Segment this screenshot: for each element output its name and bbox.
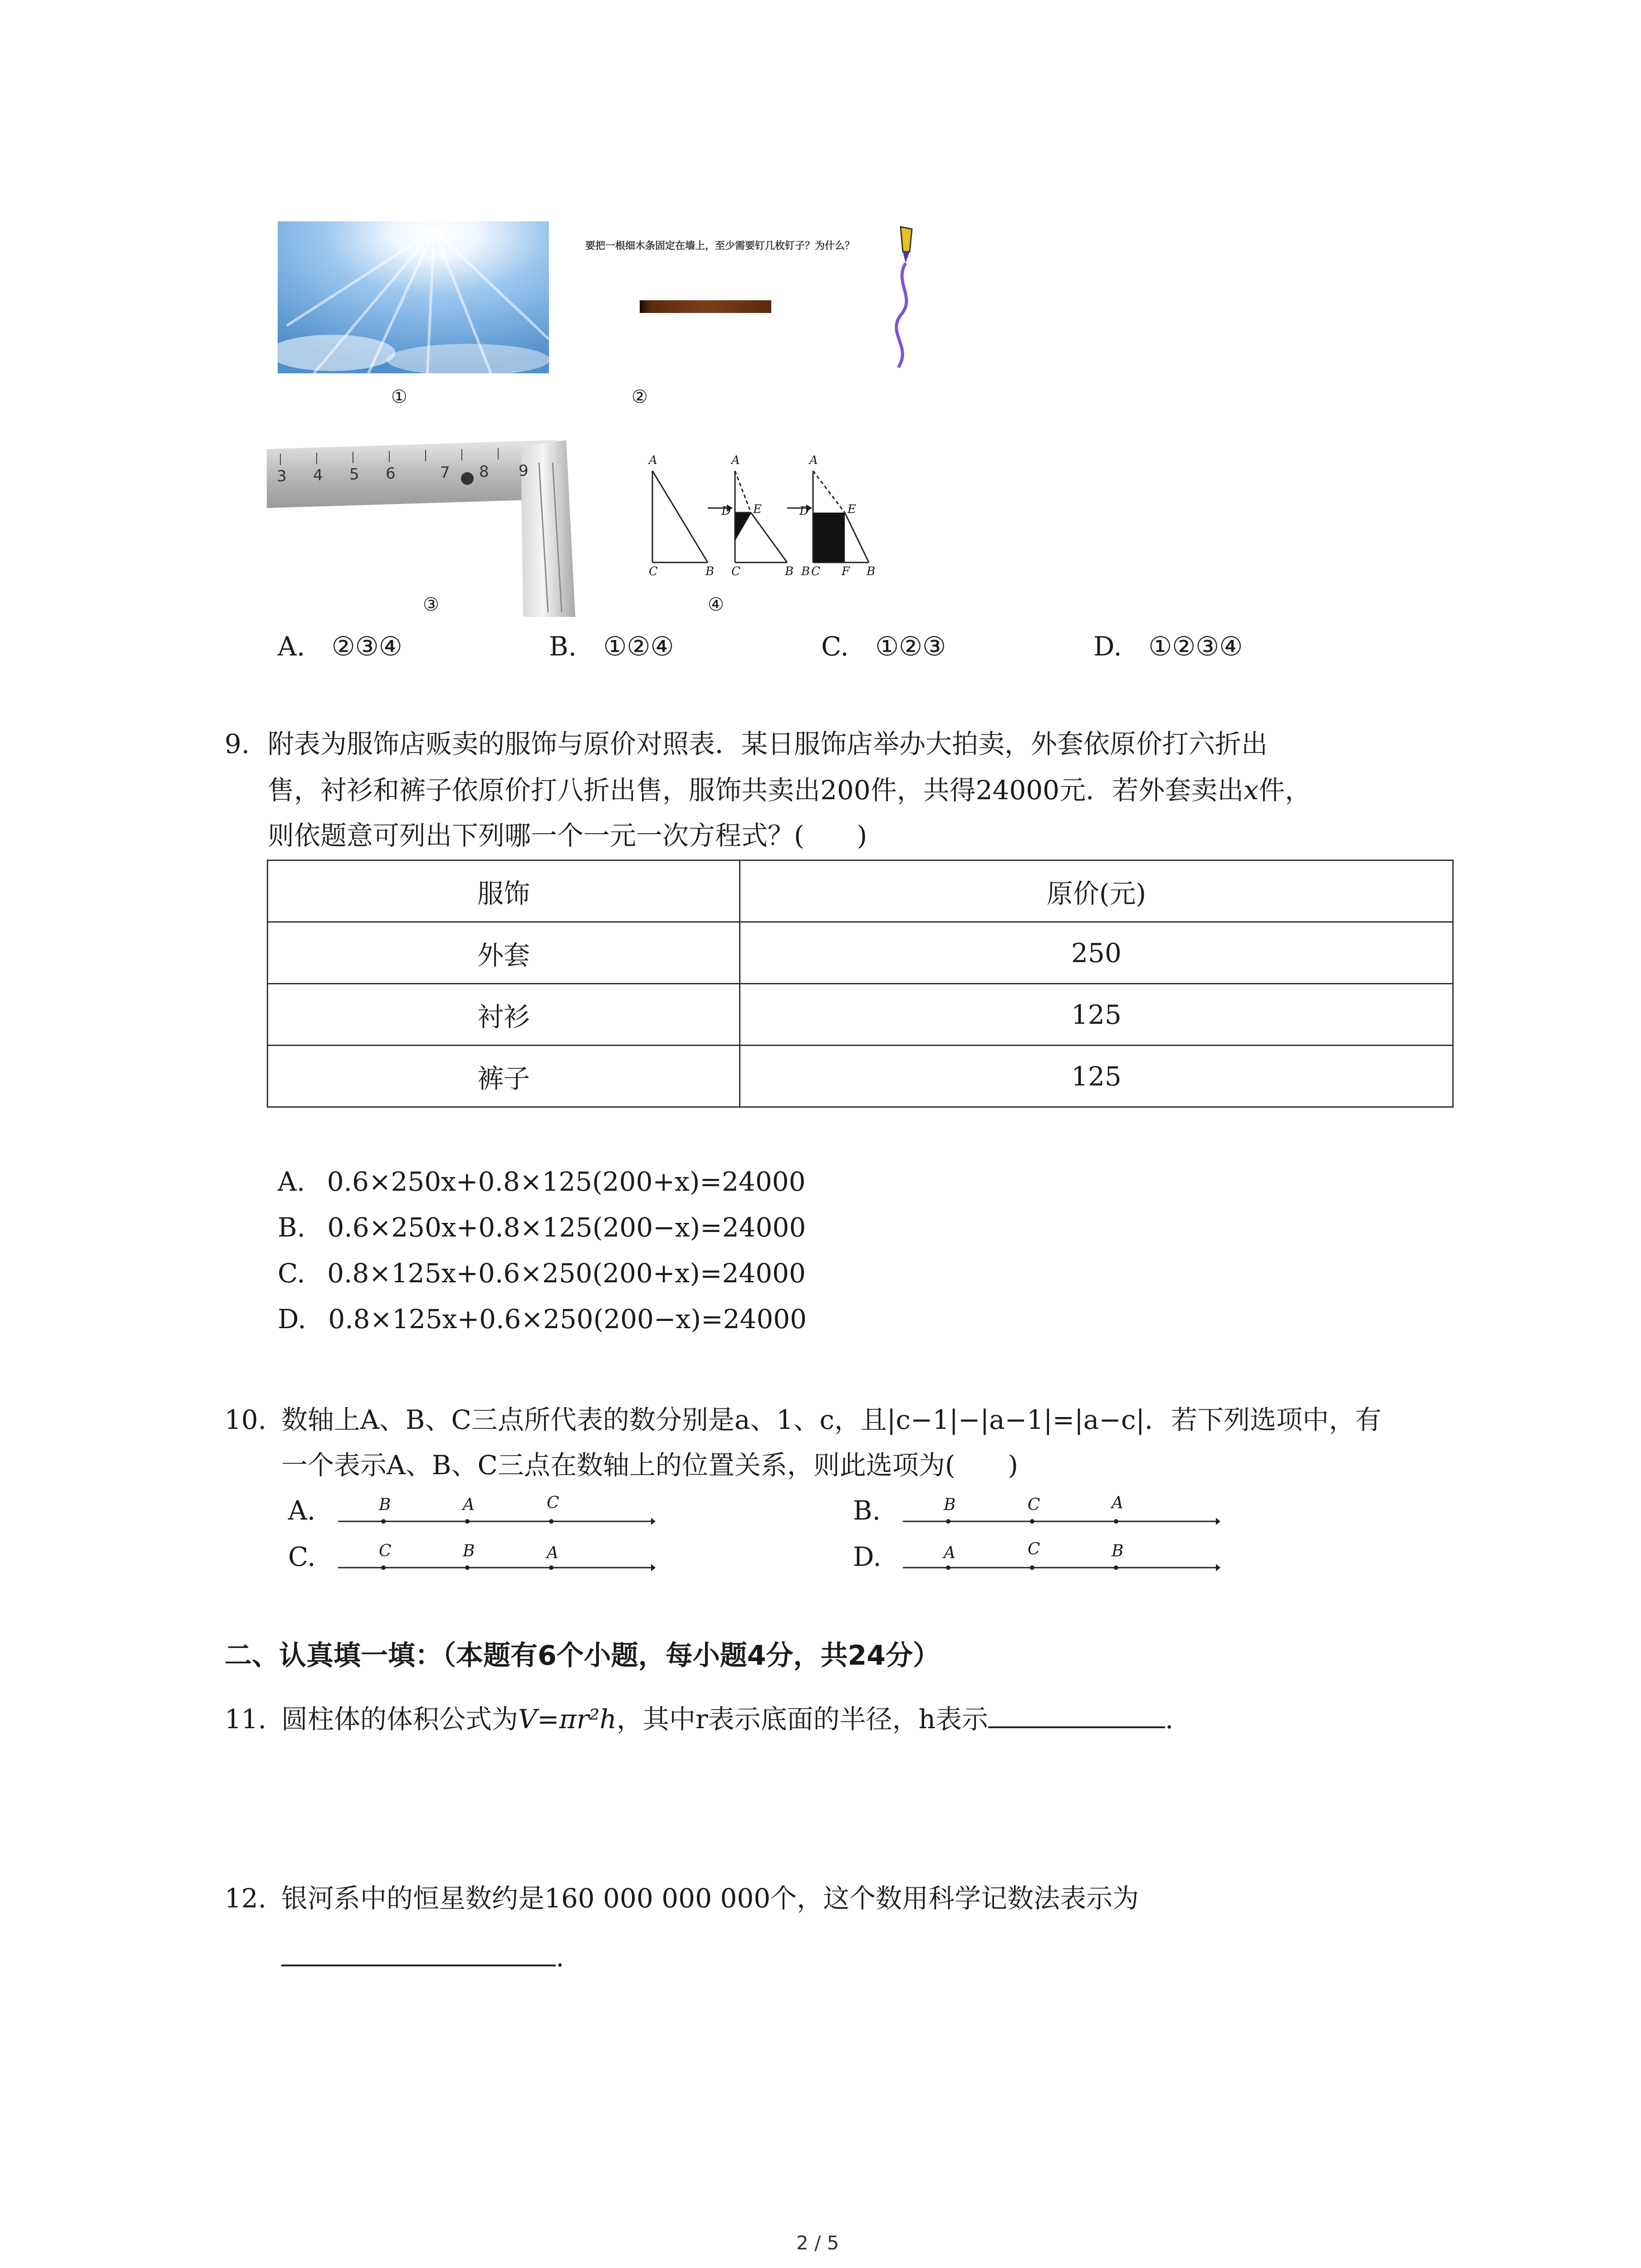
q12-number: 12. (225, 1883, 267, 1914)
q9-line-2 (268, 767, 1311, 813)
option-text: ①②③ (875, 631, 946, 662)
q10-option-a[interactable] (288, 1488, 660, 1533)
table-cell: 250 (740, 922, 1453, 984)
q10-option-d[interactable] (853, 1534, 1225, 1579)
point-label: B (1112, 1542, 1124, 1560)
q12-answer-blank[interactable] (281, 1937, 556, 1966)
q11-text (281, 1696, 1173, 1742)
q9-variable: x (1244, 775, 1259, 806)
option-label: A. (278, 631, 305, 662)
point-C-1: C (649, 565, 658, 578)
q10-number: 10. (225, 1404, 267, 1435)
point-label: C (379, 1542, 392, 1560)
price-table (267, 860, 1454, 1108)
table-cell: 裤子 (268, 1046, 740, 1107)
q10-line-2: 一个表示A、B、C三点在数轴上的位置关系，则此选项为( ) (281, 1450, 1019, 1481)
point-label: A (1112, 1494, 1123, 1512)
point-D-2: D (721, 504, 731, 518)
option-label: C. (821, 631, 849, 662)
option-label: C. (278, 1258, 305, 1289)
q11-answer-blank[interactable] (988, 1699, 1165, 1728)
q9-line-1: 附表为服饰店贩卖的服饰与原价对照表．某日服饰店举办大拍卖，外套依原价打六折出 (268, 728, 1268, 759)
q8-option-d[interactable] (1093, 624, 1243, 669)
table-row (268, 984, 1453, 1046)
point-A-2: A (731, 454, 740, 467)
table-header: 服饰 (268, 860, 740, 922)
table-row (268, 922, 1453, 984)
point-B-2: B (785, 565, 794, 578)
point-A-1: A (649, 454, 657, 467)
option-label: D. (853, 1541, 882, 1572)
q9-option-a[interactable] (278, 1159, 806, 1204)
page-number: 2 / 5 (796, 2232, 839, 2254)
point-label: B (463, 1542, 475, 1560)
q10-line-1: 数轴上A、B、C三点所代表的数分别是a、1、c，且|c−1|−|a−1|=|a−c|．若下列选项中，有 (281, 1404, 1382, 1435)
ruler-number-6: 6 (386, 464, 396, 483)
ruler-number-8: 8 (479, 463, 489, 481)
option-text: 0.6×250x+0.8×125(200+x)=24000 (327, 1166, 806, 1197)
table-header-row (268, 860, 1453, 922)
q11-formula: V=πr²h (518, 1704, 617, 1735)
point-label: A (944, 1544, 955, 1562)
point-E-3: E (847, 503, 856, 516)
point-D-3: D (799, 504, 809, 518)
point-label: B (379, 1496, 391, 1514)
q9-option-c[interactable] (278, 1251, 806, 1296)
point-label: C (547, 1494, 559, 1512)
q11-number: 11. (225, 1704, 267, 1735)
image-caption-1: ① (391, 386, 407, 407)
point-label: A (547, 1544, 558, 1562)
option-text: 0.8×125x+0.6×250(200−x)=24000 (328, 1304, 807, 1334)
q9-option-b[interactable] (278, 1205, 806, 1250)
option-text: ①②④ (603, 631, 674, 662)
q9-number: 9. (225, 728, 250, 759)
table-cell: 外套 (268, 922, 740, 984)
image-caption-2: ② (632, 386, 648, 407)
point-B-3b: B (867, 565, 876, 578)
table-cell: 衬衫 (268, 984, 740, 1046)
q9-line-2b: 件， (1258, 775, 1311, 806)
option-label: B. (549, 631, 577, 662)
point-label: B (944, 1496, 956, 1514)
q12-end: . (556, 1942, 564, 1973)
q11-end: . (1165, 1704, 1174, 1735)
option-text: ①②③④ (1148, 631, 1243, 662)
ruler-number-9: 9 (519, 462, 529, 480)
ruler-image (267, 435, 575, 617)
q8-option-b[interactable] (549, 624, 674, 669)
q10-option-b[interactable] (853, 1488, 1225, 1533)
point-C-3: C (811, 565, 820, 578)
wooden-strip (640, 300, 771, 313)
image-caption-3: ③ (423, 594, 439, 615)
ruler-number-7: 7 (440, 464, 450, 482)
table-cell: 125 (740, 1046, 1453, 1107)
q9-option-d[interactable] (278, 1296, 807, 1342)
section-heading: 二、认真填一填：（本题有6个小题，每小题4分，共24分） (225, 1640, 940, 1672)
q9-line-3: 则依题意可列出下列哪一个一元一次方程式？( ) (268, 820, 867, 851)
image-question-text: 要把一根细木条固定在墙上，至少需要钉几枚钉子？为什么？ (585, 240, 855, 252)
q10-option-c[interactable] (288, 1534, 660, 1579)
q11-text-a: 圆柱体的体积公式为 (281, 1704, 519, 1735)
table-header: 原价(元) (740, 860, 1453, 922)
ruler-number-4: 4 (313, 466, 323, 484)
ruler-number-3: 3 (277, 467, 287, 485)
point-B-1: B (705, 565, 715, 578)
q12-answer-line (281, 1935, 564, 1980)
sunlight-image (278, 221, 549, 373)
nail-strip-image (585, 225, 923, 374)
option-label: B. (278, 1212, 306, 1243)
triangle-diagram (640, 454, 894, 585)
option-label: A. (288, 1495, 316, 1526)
q12-text: 银河系中的恒星数约是160 000 000 000个，这个数用科学记数法表示为 (281, 1883, 1139, 1914)
point-label: A (463, 1496, 475, 1514)
point-B-3: B (801, 565, 810, 578)
option-label: D. (1093, 631, 1122, 662)
point-label: C (1028, 1496, 1040, 1514)
q9-line-2a: 售，衬衫和裤子依原价打八折出售，服饰共卖出200件，共得24000元．若外套卖出 (268, 775, 1244, 806)
table-row (268, 1046, 1453, 1107)
option-text: ②③④ (331, 631, 402, 662)
q8-option-a[interactable] (278, 624, 402, 669)
q11-text-b: ，其中r表示底面的半径，h表示 (616, 1704, 989, 1735)
image-caption-4: ④ (708, 594, 724, 615)
option-label: C. (288, 1541, 316, 1572)
option-label: D. (278, 1304, 306, 1334)
option-text: 0.6×250x+0.8×125(200−x)=24000 (327, 1212, 806, 1243)
option-label: B. (853, 1495, 881, 1526)
point-label: C (1028, 1540, 1040, 1559)
point-C-2: C (731, 565, 740, 578)
point-E-2: E (753, 503, 762, 516)
q8-option-c[interactable] (821, 624, 946, 669)
option-label: A. (278, 1166, 305, 1197)
option-text: 0.8×125x+0.6×250(200+x)=24000 (327, 1258, 806, 1289)
table-cell: 125 (740, 984, 1453, 1046)
point-A-3: A (809, 454, 818, 467)
point-F-3: F (842, 565, 850, 578)
ruler-number-5: 5 (349, 465, 359, 484)
